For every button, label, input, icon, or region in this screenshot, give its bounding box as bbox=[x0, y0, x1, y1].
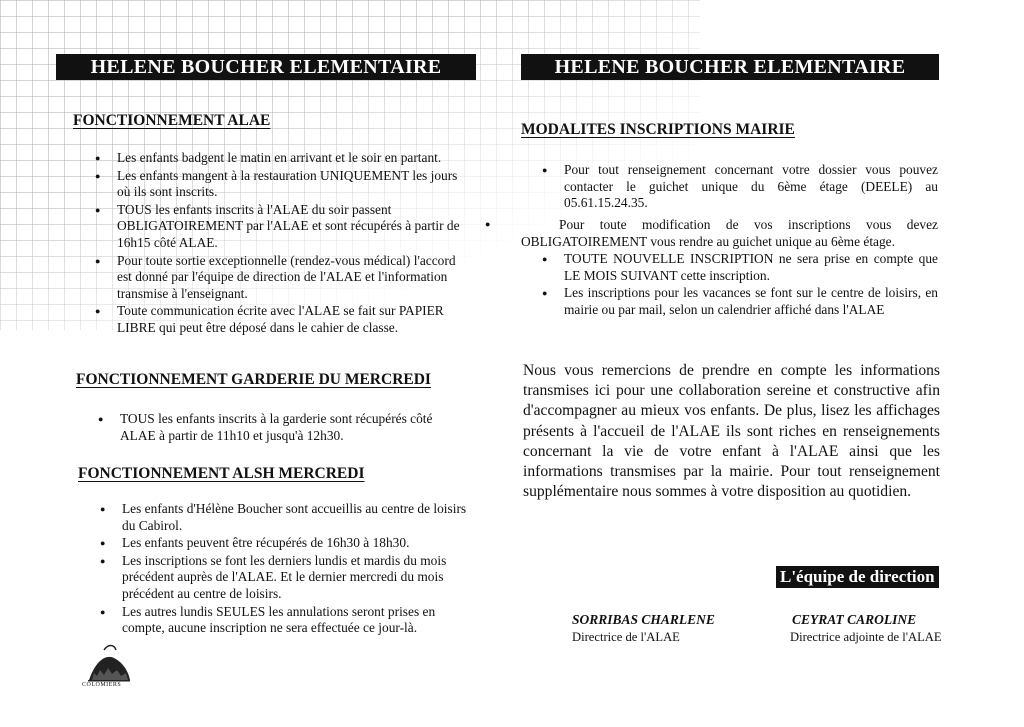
closing-text: Nous vous remercions de prendre en compte les informations transmises ici pour une collaboration sereine et constructive afin d'accompagner au mieux vos enfants. De plus, lisez les affichages présents à l'accueil de l'ALAE ils sont riches en renseignements concernant la vie de votre enfant à l'ALAE ainsi que les informations transmises par la mairie. Pour tout renseignement supplémentaire nous sommes à votre disposition au quotidien. bbox=[523, 362, 940, 501]
garderie-title: FONCTIONNEMENT GARDERIE DU MERCREDI bbox=[76, 371, 431, 388]
signatory-name: SORRIBAS CHARLENE bbox=[572, 612, 715, 627]
garderie-list bbox=[96, 411, 468, 445]
list-item: ● Les autres lundis SEULES les annulations seront prises en compte, aucune inscription ne sera effectuée ce jour-là. bbox=[98, 604, 470, 637]
right-header: HELENE BOUCHER ELEMENTAIRE bbox=[521, 54, 939, 80]
signatory-role: Directrice adjointe de l'ALAE bbox=[790, 630, 942, 644]
list-item: ● Les enfants peuvent être récupérés de 16h30 à 18h30. bbox=[98, 535, 470, 552]
team-label: L'équipe de direction bbox=[776, 566, 939, 588]
mairie-list-1 bbox=[540, 162, 938, 213]
bullet-icon: ● bbox=[485, 219, 491, 229]
list-item: ● TOUTE NOUVELLE INSCRIPTION ne sera prise en compte que LE MOIS SUIVANT cette inscription. bbox=[540, 251, 938, 284]
mairie-title: MODALITES INSCRIPTIONS MAIRIE bbox=[521, 121, 795, 138]
alae-list bbox=[93, 150, 465, 338]
signatory-name: CEYRAT CAROLINE bbox=[792, 612, 917, 627]
list-item: ● Les enfants badgent le matin en arrivant et le soir en partant. bbox=[93, 150, 465, 167]
left-header: HELENE BOUCHER ELEMENTAIRE bbox=[56, 54, 476, 80]
mairie-list-2 bbox=[540, 251, 938, 319]
alsh-list bbox=[98, 501, 470, 638]
mairie-paragraph bbox=[485, 216, 938, 250]
list-item: ● Les inscriptions pour les vacances se font sur le centre de loisirs, en mairie ou par mail, selon un calendrier affiché dans l'ALAE bbox=[540, 285, 938, 318]
list-item: ● Pour toute sortie exceptionnelle (rendez-vous médical) l'accord est donné par l'équipe de direction de l'ALAE et l'information transmise à l'enseignant. bbox=[93, 253, 465, 303]
list-item: ● Les enfants d'Hélène Boucher sont accueillis au centre de loisirs du Cabirol. bbox=[98, 501, 470, 534]
mairie-paragraph-text: Pour toute modification de vos inscriptions vous devez OBLIGATOIREMENT vous rendre au guichet unique au 6ème étage. bbox=[521, 217, 938, 249]
list-item: ● Pour tout renseignement concernant votre dossier vous pouvez contacter le guichet unique du 6ème étage (DEELE) au 05.61.15.24.35. bbox=[540, 162, 938, 212]
signatory-role: Directrice de l'ALAE bbox=[572, 630, 680, 644]
list-item: ● TOUS les enfants inscrits à l'ALAE du soir passent OBLIGATOIREMENT par l'ALAE et sont récupérés à partir de 16h15 côté ALAE. bbox=[93, 202, 465, 252]
list-item: ● Les enfants mangent à la restauration UNIQUEMENT les jours où ils sont inscrits. bbox=[93, 168, 465, 201]
list-item: ● Toute communication écrite avec l'ALAE se fait sur PAPIER LIBRE qui peut être déposé dans le cahier de classe. bbox=[93, 303, 465, 336]
list-item: ● Les inscriptions se font les derniers lundis et mardis du mois précédent auprès de l'ALAE. Et le dernier mercredi du mois précédent au centre de loisirs. bbox=[98, 553, 470, 603]
alae-title: FONCTIONNEMENT ALAE bbox=[73, 112, 271, 129]
alsh-title: FONCTIONNEMENT ALSH MERCREDI bbox=[78, 465, 365, 482]
list-item: ● TOUS les enfants inscrits à la garderie sont récupérés côté ALAE à partir de 11h10 et jusqu'à 12h30. bbox=[96, 411, 468, 444]
logo-text: COLOMIERS bbox=[82, 682, 122, 688]
